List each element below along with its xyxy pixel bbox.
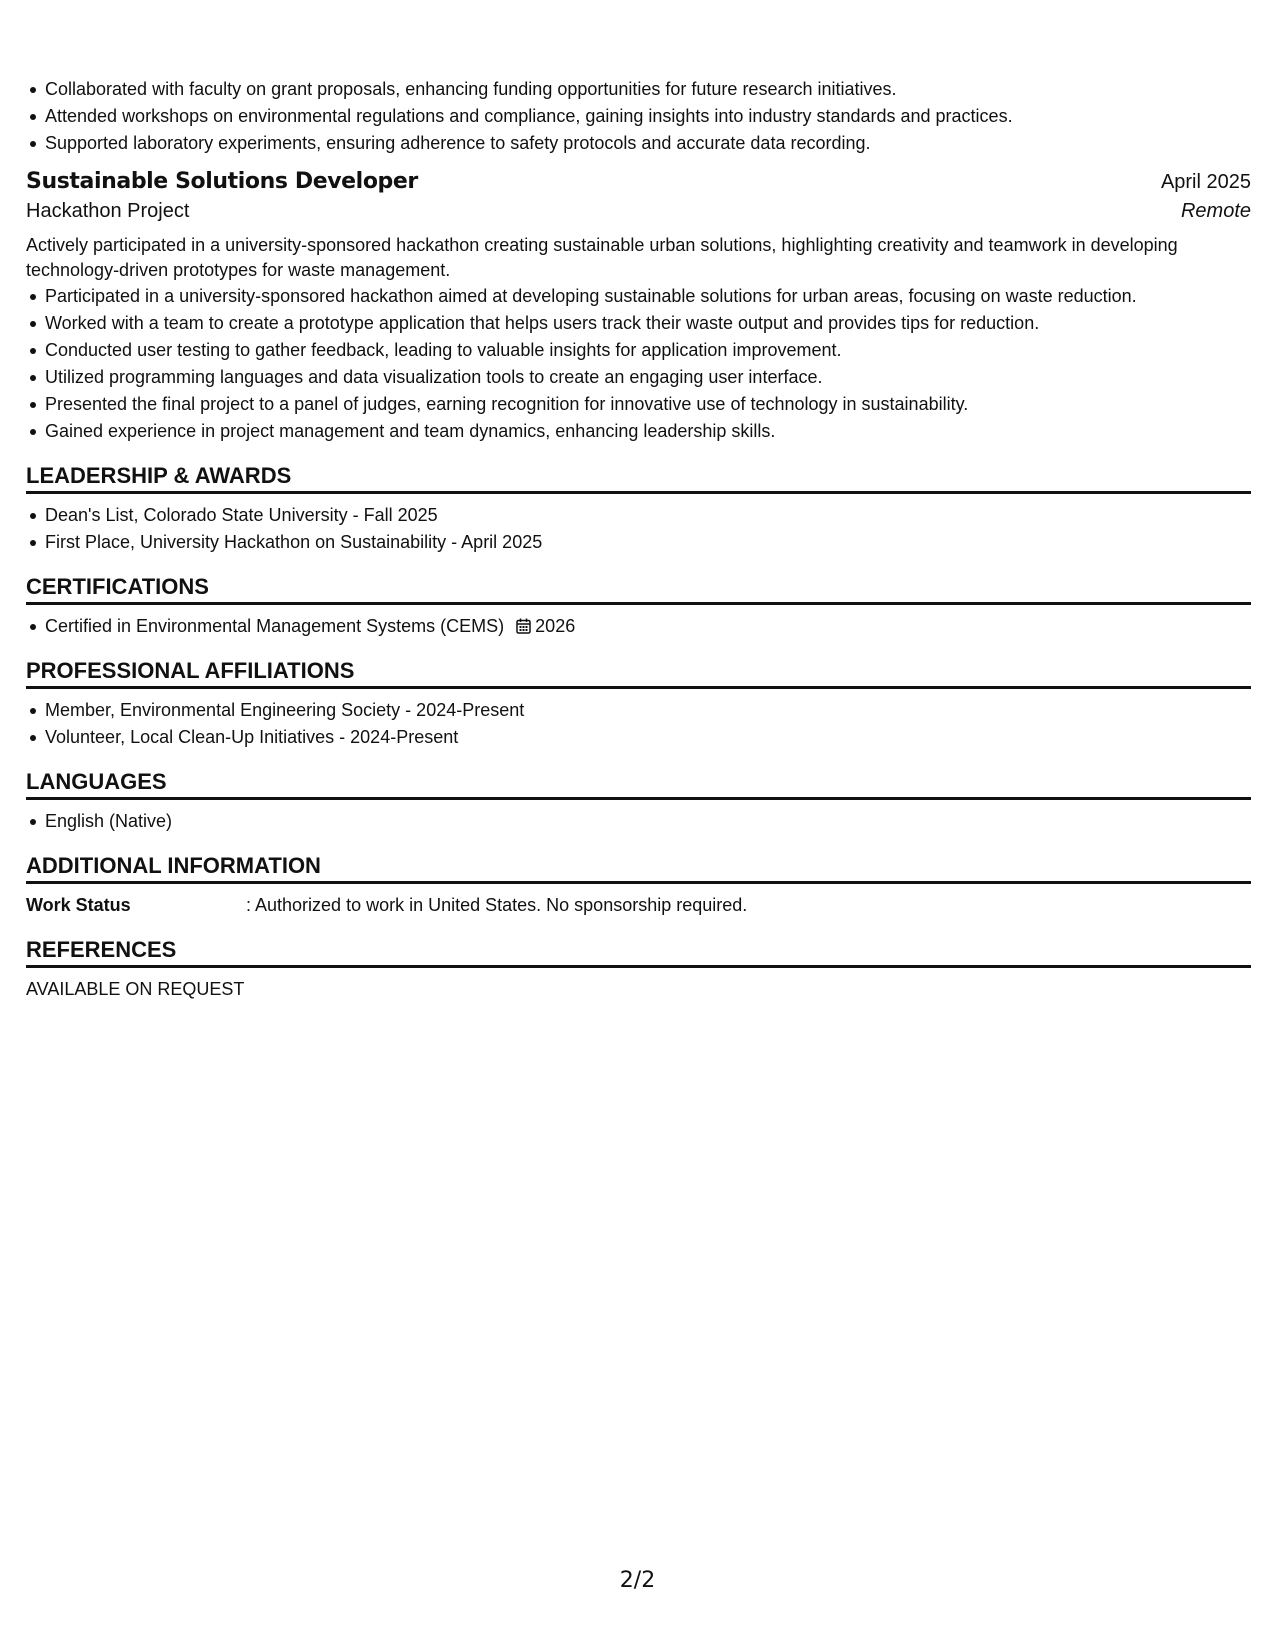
job-header — [26, 169, 1251, 194]
job-organization: Hackathon Project — [26, 200, 190, 222]
list-item: Collaborated with faculty on grant proposals, enhancing funding opportunities for future research initiatives. — [45, 76, 1251, 103]
section-heading-certifications: CERTIFICATIONS — [26, 574, 1251, 605]
section-heading-leadership: LEADERSHIP & AWARDS — [26, 463, 1251, 494]
certifications-list — [26, 613, 1251, 640]
section-heading-references: REFERENCES — [26, 937, 1251, 968]
list-item: Supported laboratory experiments, ensuring adherence to safety protocols and accurate data recording. — [45, 130, 1251, 157]
list-item: English (Native) — [45, 808, 1251, 835]
resume-page — [26, 76, 1251, 1003]
list-item: Attended workshops on environmental regulations and compliance, gaining insights into industry standards and practices. — [45, 103, 1251, 130]
list-item: Presented the final project to a panel of judges, earning recognition for innovative use of technology in sustainability. — [45, 391, 1251, 418]
certification-name: Certified in Environmental Management Systems (CEMS) — [45, 616, 505, 636]
leadership-list — [26, 502, 1251, 556]
list-item — [45, 613, 1251, 640]
job-subheader — [26, 200, 1251, 223]
list-item: Participated in a university-sponsored hackathon aimed at developing sustainable solutions for urban areas, focusing on waste reduction. — [45, 283, 1251, 310]
job-title: Sustainable Solutions Developer — [26, 169, 418, 194]
job-bullets — [26, 283, 1251, 445]
calendar-icon — [516, 615, 531, 631]
list-item: Conducted user testing to gather feedback, leading to valuable insights for application improvement. — [45, 337, 1251, 364]
previous-role-bullets — [26, 76, 1251, 157]
work-status-row — [26, 892, 1251, 919]
list-item: Gained experience in project management and team dynamics, enhancing leadership skills. — [45, 418, 1251, 445]
list-item: Worked with a team to create a prototype application that helps users track their waste output and provides tips for reduction. — [45, 310, 1251, 337]
job-description: Actively participated in a university-sponsored hackathon creating sustainable urban solutions, highlighting creativity and teamwork in developing technology-driven prototypes for waste management. — [26, 235, 1178, 280]
list-item: Member, Environmental Engineering Society - 2024-Present — [45, 697, 1251, 724]
list-item: First Place, University Hackathon on Sustainability - April 2025 — [45, 529, 1251, 556]
work-status-value: : Authorized to work in United States. No sponsorship required. — [246, 895, 748, 915]
certification-year: 2026 — [535, 616, 576, 636]
job-date: April 2025 — [1160, 171, 1251, 193]
languages-list — [26, 808, 1251, 835]
references-text: AVAILABLE ON REQUEST — [26, 979, 245, 999]
section-heading-additional-information: ADDITIONAL INFORMATION — [26, 853, 1251, 884]
section-heading-affiliations: PROFESSIONAL AFFILIATIONS — [26, 658, 1251, 689]
affiliations-list — [26, 697, 1251, 751]
list-item: Utilized programming languages and data visualization tools to create an engaging user interface. — [45, 364, 1251, 391]
work-status-label: Work Status — [26, 895, 131, 915]
list-item: Dean's List, Colorado State University - Fall 2025 — [45, 502, 1251, 529]
section-heading-languages: LANGUAGES — [26, 769, 1251, 800]
job-location: Remote — [1180, 200, 1251, 222]
list-item: Volunteer, Local Clean-Up Initiatives - 2024-Present — [45, 724, 1251, 751]
page-number: 2/2 — [619, 1568, 656, 1593]
